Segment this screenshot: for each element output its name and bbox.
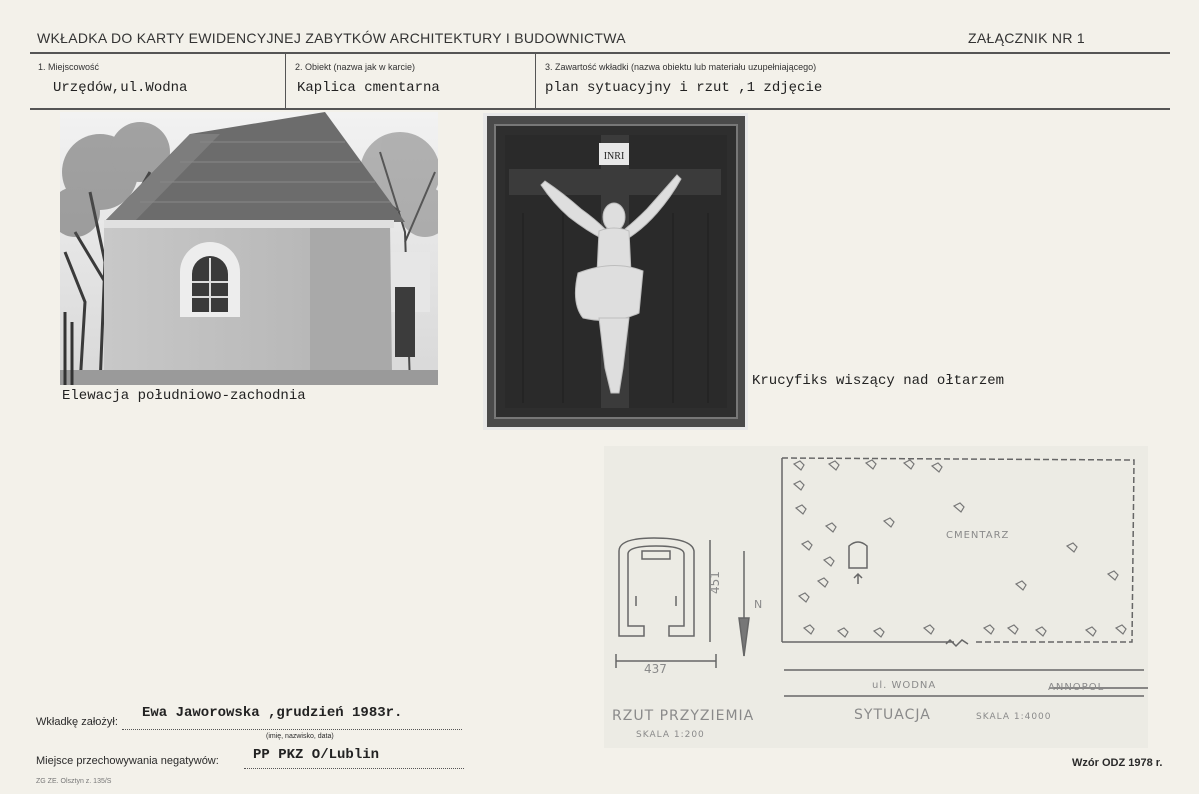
chapel-photo xyxy=(60,112,438,385)
direction-label: ANNOPOL xyxy=(1048,682,1105,693)
storage-label: Miejsce przechowywania negatywów: xyxy=(36,755,219,767)
plan-panel xyxy=(604,446,1148,748)
crucifix-photo xyxy=(483,113,748,430)
floor-plan-title: RZUT PRZYZIEMIA xyxy=(612,708,755,724)
print-note: ZG ZE. Olsztyn z. 135/S xyxy=(36,778,112,785)
cemetery-label: CMENTARZ xyxy=(946,530,1010,541)
site-plan-title: SYTUACJA xyxy=(854,707,931,723)
card-title: WKŁADKA DO KARTY EWIDENCYJNEJ ZABYTKÓW ARCHITEKTURY I BUDOWNICTWA xyxy=(37,30,626,46)
content-value: plan sytuacyjny i rzut ,1 zdjęcie xyxy=(545,80,823,96)
floor-plan-scale: SKALA 1:200 xyxy=(636,730,705,740)
dimension-width: 437 xyxy=(644,662,667,676)
place-value: Urzędów,ul.Wodna xyxy=(53,80,188,96)
storage-value: PP PKZ O/Lublin xyxy=(253,747,380,763)
object-label: 2. Obiekt (nazwa jak w karcie) xyxy=(295,62,416,72)
field-divider-2 xyxy=(535,54,536,108)
founder-sublabel: (imię, nazwisko, data) xyxy=(266,733,334,740)
plan-drawing xyxy=(604,446,1148,748)
field-divider-1 xyxy=(285,54,286,108)
chapel-caption: Elewacja południowo-zachodnia xyxy=(62,388,306,404)
content-label: 3. Zawartość wkładki (nazwa obiektu lub materiału uzupełniającego) xyxy=(545,62,817,72)
storage-line xyxy=(244,768,464,770)
inri-plaque: INRI xyxy=(603,151,625,162)
place-label: 1. Miejscowość xyxy=(38,62,100,72)
dimension-length: 451 xyxy=(708,571,722,594)
crucifix-caption: Krucyfiks wiszący nad ołtarzem xyxy=(752,373,1005,389)
object-value: Kaplica cmentarna xyxy=(297,80,440,96)
form-code: Wzór ODZ 1978 r. xyxy=(1072,757,1163,769)
north-label: N xyxy=(754,598,763,611)
attachment-number: ZAŁĄCZNIK NR 1 xyxy=(968,30,1085,46)
founder-value: Ewa Jaworowska ,grudzień 1983r. xyxy=(142,705,403,721)
field-row-rule xyxy=(30,108,1170,110)
site-plan-scale: SKALA 1:4000 xyxy=(976,712,1052,722)
founder-line xyxy=(122,729,462,731)
header-rule xyxy=(30,52,1170,54)
founder-label: Wkładkę założył: xyxy=(36,716,118,728)
street-label: ul. WODNA xyxy=(872,680,937,691)
